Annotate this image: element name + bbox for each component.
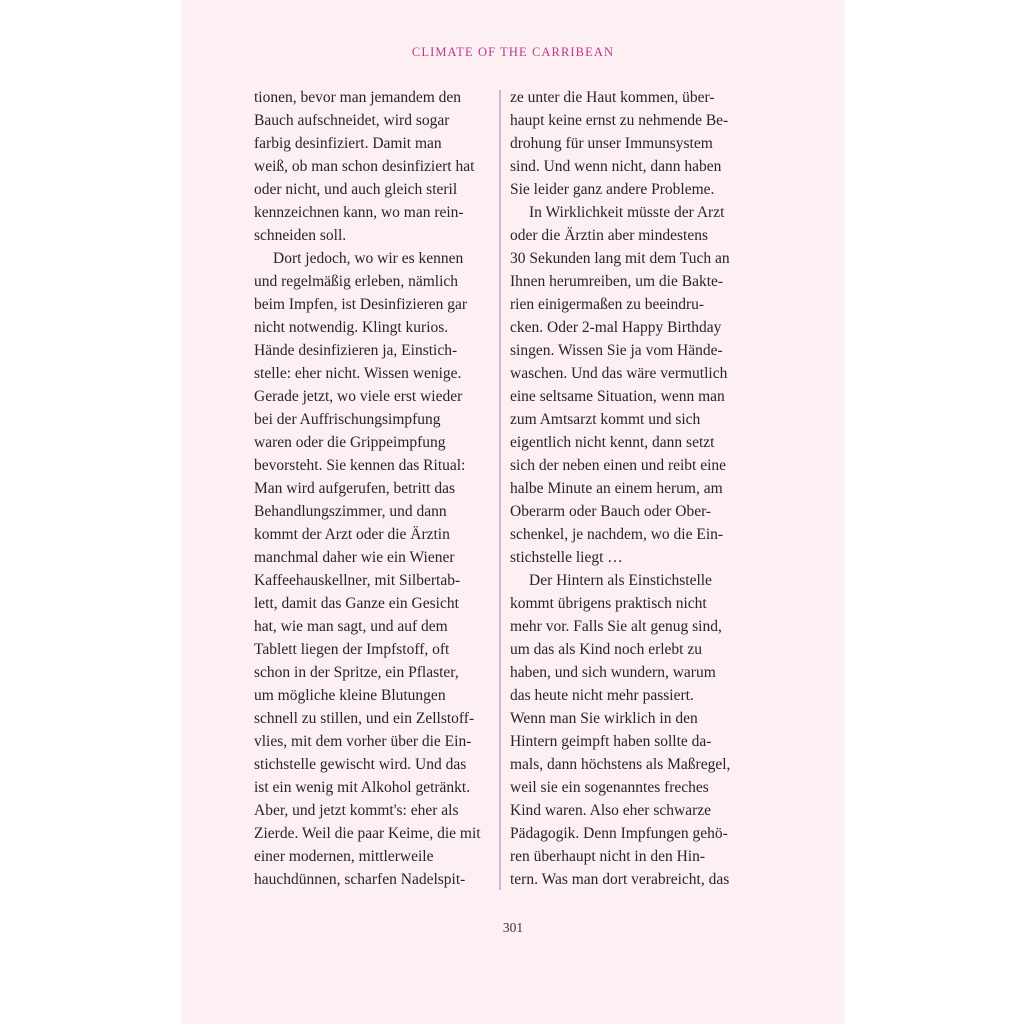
text-line: sich der neben einen und reibt eine (510, 457, 727, 474)
text-line: rien einigermaßen zu beeindru- (510, 296, 705, 313)
text-line: Man wird aufgerufen, betritt das (254, 480, 456, 497)
text-line: um das als Kind noch erlebt zu (510, 641, 702, 658)
text-line: Sie leider ganz andere Probleme. (510, 181, 715, 198)
text-line: haben, und sich wundern, warum (510, 664, 716, 681)
text-line: ze unter die Haut kommen, über- (510, 89, 715, 106)
text-line: waren oder die Grippeimpfung (254, 434, 446, 451)
text-line: tern. Was man dort verabreicht, das (510, 871, 730, 888)
text-line: kommt der Arzt oder die Ärztin (254, 526, 450, 543)
text-line: Aber, und jetzt kommt's: eher als (254, 802, 459, 819)
text-line: und regelmäßig erleben, nämlich (254, 273, 459, 290)
page-number: 301 (502, 920, 524, 935)
text-line: manchmal daher wie ein Wiener (254, 549, 455, 566)
text-line: bevorsteht. Sie kennen das Ritual: (254, 457, 466, 474)
text-line: schnell zu stillen, und ein Zellstoff- (254, 710, 475, 727)
text-line: nicht notwendig. Klingt kurios. (254, 319, 449, 336)
text-line: kommt übrigens praktisch nicht (510, 595, 707, 612)
text-line: beim Impfen, ist Desinfizieren gar (254, 296, 468, 313)
text-line: In Wirklichkeit müsste der Arzt (529, 204, 725, 221)
text-line: Zierde. Weil die paar Keime, die mit (254, 825, 481, 842)
text-line: das heute nicht mehr passiert. (510, 687, 694, 704)
text-line: sind. Und wenn nicht, dann haben (510, 158, 722, 175)
text-line: Tablett liegen der Impfstoff, oft (254, 641, 450, 658)
text-line: einer modernen, mittlerweile (254, 848, 434, 865)
text-line: stelle: eher nicht. Wissen wenige. (254, 365, 462, 382)
text-line: Der Hintern als Einstichstelle (529, 572, 712, 589)
text-line: haupt keine ernst zu nehmende Be- (510, 112, 729, 129)
text-line: eine seltsame Situation, wenn man (510, 388, 725, 405)
text-line: bei der Auffrischungsimpfung (254, 411, 441, 428)
text-line: eigentlich nicht kennt, dann setzt (510, 434, 715, 451)
text-line: Dort jedoch, wo wir es kennen (273, 250, 464, 267)
text-line: stichstelle liegt … (510, 549, 623, 566)
text-line: kennzeichnen kann, wo man rein- (254, 204, 464, 221)
text-line: waschen. Und das wäre vermutlich (510, 365, 728, 382)
text-line: cken. Oder 2-mal Happy Birthday (510, 319, 722, 336)
text-line: hat, wie man sagt, und auf dem (254, 618, 448, 635)
right-column (510, 86, 730, 891)
text-line: Kaffeehauskellner, mit Silbertab- (254, 572, 461, 589)
text-line: Hintern geimpft haben sollte da- (510, 733, 712, 750)
text-line: weil sie ein sogenanntes freches (510, 779, 709, 796)
text-line: drohung für unser Immunsystem (510, 135, 713, 152)
text-line: schneiden soll. (254, 227, 347, 244)
text-line: farbig desinfiziert. Damit man (254, 135, 442, 152)
column-divider (499, 90, 501, 890)
text-line: 30 Sekunden lang mit dem Tuch an (510, 250, 730, 267)
text-line: Hände desinfizieren ja, Einstich- (254, 342, 458, 359)
running-head: CLIMATE OF THE CARRIBEAN (411, 45, 615, 59)
text-line: mals, dann höchstens als Maßregel, (510, 756, 731, 773)
text-line: Wenn man Sie wirklich in den (510, 710, 698, 727)
text-line: schenkel, je nachdem, wo die Ein- (510, 526, 724, 543)
text-line: Ihnen herumreiben, um die Bakte- (510, 273, 724, 290)
text-line: Gerade jetzt, wo viele erst wieder (254, 388, 463, 405)
text-line: Pädagogik. Denn Impfungen gehö- (510, 825, 728, 842)
text-line: ist ein wenig mit Alkohol getränkt. (254, 779, 471, 796)
text-line: stichstelle gewischt wird. Und das (254, 756, 467, 773)
text-line: hauchdünnen, scharfen Nadelspit- (254, 871, 466, 888)
book-page (181, 0, 845, 1024)
left-column (254, 86, 481, 891)
text-line: schon in der Spritze, ein Pflaster, (254, 664, 459, 681)
text-line: Kind waren. Also eher schwarze (510, 802, 711, 819)
text-line: singen. Wissen Sie ja vom Hände- (510, 342, 723, 359)
text-line: oder nicht, und auch gleich steril (254, 181, 458, 198)
text-line: vlies, mit dem vorher über die Ein- (254, 733, 472, 750)
text-line: lett, damit das Ganze ein Gesicht (254, 595, 459, 612)
text-line: um mögliche kleine Blutungen (254, 687, 446, 704)
text-line: weiß, ob man schon desinfiziert hat (254, 158, 475, 175)
text-line: halbe Minute an einem herum, am (510, 480, 723, 497)
text-line: mehr vor. Falls Sie alt genug sind, (510, 618, 722, 635)
text-line: tionen, bevor man jemandem den (254, 89, 462, 106)
text-line: oder die Ärztin aber mindestens (510, 227, 708, 244)
text-line: zum Amtsarzt kommt und sich (510, 411, 701, 428)
text-line: ren überhaupt nicht in den Hin- (510, 848, 705, 865)
text-line: Oberarm oder Bauch oder Ober- (510, 503, 712, 520)
text-line: Bauch aufschneidet, wird sogar (254, 112, 450, 129)
text-line: Behandlungszimmer, und dann (254, 503, 447, 520)
